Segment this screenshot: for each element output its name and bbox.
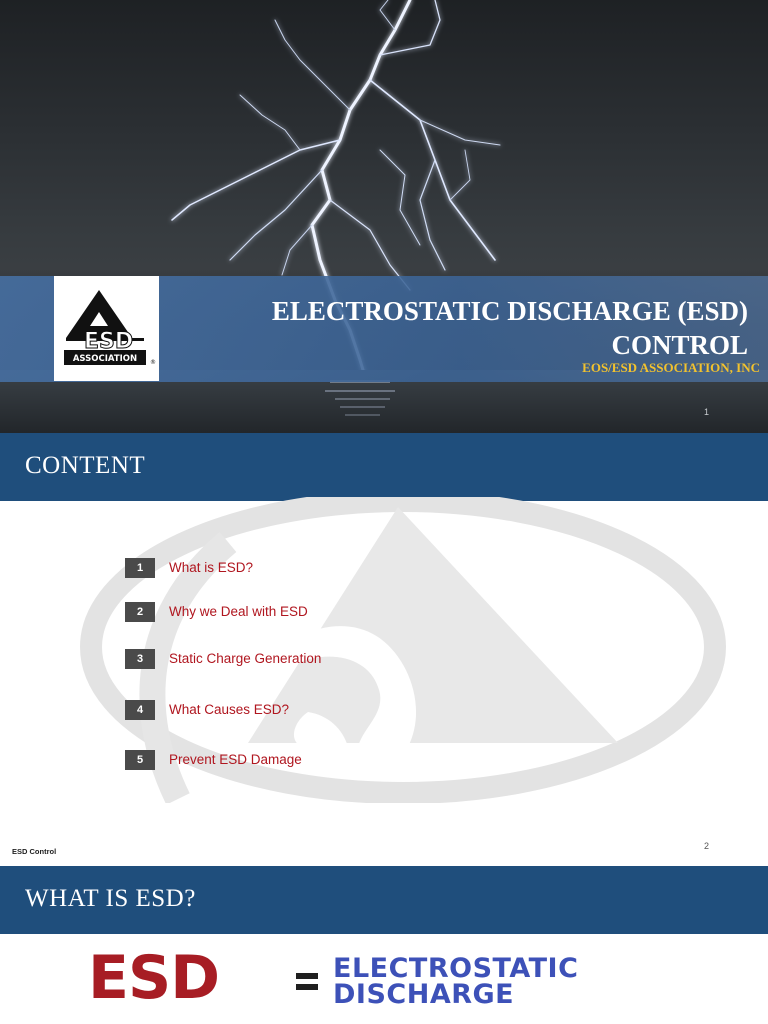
svg-text:ASSOCIATION: ASSOCIATION [72,354,138,364]
equals-sign-icon [296,973,318,991]
slide-header-title: CONTENT [25,452,146,479]
presentation-title [188,294,748,362]
toc-number-badge: 4 [125,700,155,720]
toc-link-label[interactable]: Why we Deal with ESD [169,604,308,619]
what-is-esd-slide [0,866,768,1024]
toc-link-label[interactable]: What is ESD? [169,560,254,575]
content-slide [0,433,768,866]
expansion-line-2: DISCHARGE [333,979,515,1010]
slide-header [0,866,768,934]
page-number: 2 [704,841,710,851]
toc-link-label[interactable]: Prevent ESD Damage [169,752,302,767]
title-slide [0,0,768,433]
presentation-subtitle: EOS/ESD ASSOCIATION, INC [582,360,760,375]
toc-number-badge: 5 [125,750,155,770]
svg-text:®: ® [150,359,156,366]
toc-link-label[interactable]: What Causes ESD? [169,702,290,717]
title-line-1: ELECTROSTATIC DISCHARGE (ESD) [271,296,748,326]
toc-link-label[interactable]: Static Charge Generation [169,651,322,666]
page-number: 1 [704,407,710,417]
slide-header [0,433,768,501]
toc-number-badge: 2 [125,602,155,622]
esd-acronym: ESD [88,943,220,1013]
esd-association-logo [54,276,159,381]
toc-number-badge: 3 [125,649,155,669]
title-line-2: CONTROL [611,330,748,360]
slide-header-title: WHAT IS ESD? [25,885,196,912]
toc-number-badge: 1 [125,558,155,578]
expansion-line-1: ELECTROSTATIC [333,953,579,984]
svg-text:ESD: ESD [84,329,134,354]
slide-footer: ESD Control [12,847,57,856]
esd-triangle-logo-icon [54,276,159,381]
